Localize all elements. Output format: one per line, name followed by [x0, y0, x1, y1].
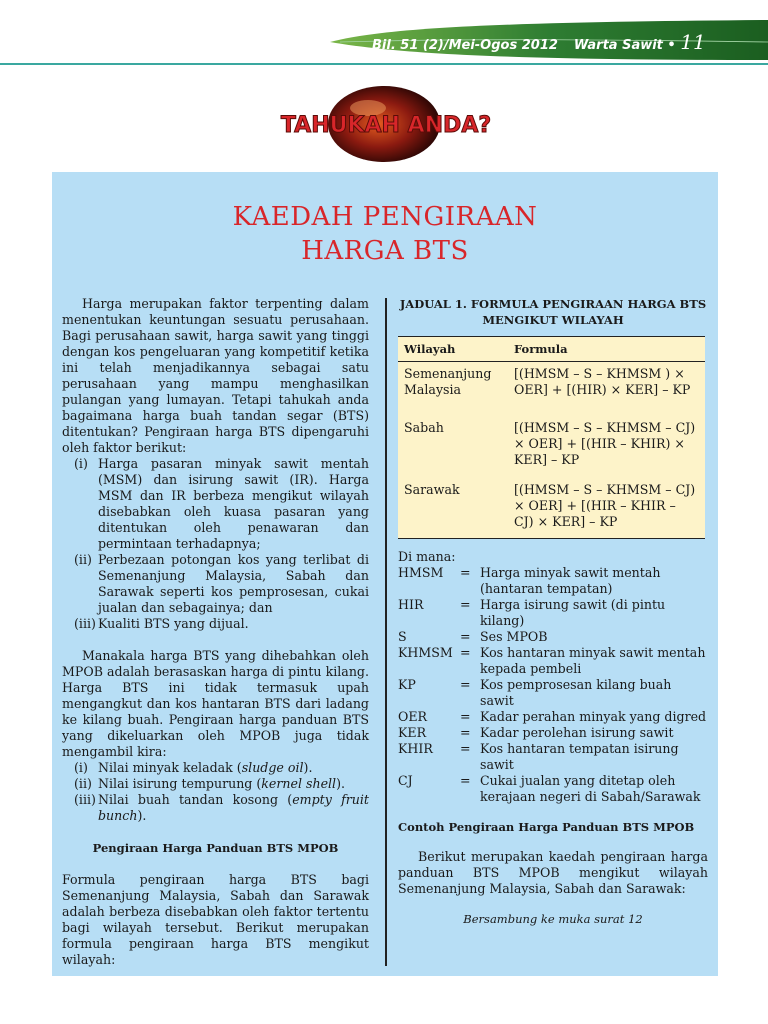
right-column: [398, 296, 708, 927]
definition-row: KHIR = Kos hantaran tempatan isirung sawit: [398, 741, 679, 772]
region-cell: Sabah: [404, 420, 444, 435]
table-header-formula: Formula: [508, 337, 705, 362]
factor-list: [62, 456, 369, 632]
formula-cell: [(HMSM – S – KHMSM – CJ) × OER] + [(HIR – KHIR) × KER] – KP: [514, 420, 696, 467]
mpob-paragraph: Manakala harga BTS yang dihebahkan oleh MPOB adalah berasaskan harga di pintu kilang. Harga BTS ini tidak termasuk upah mengangkut dan kos hantaran BTS dari ladang ke kilang buah. Pengiraan harga panduan BTS yang dikeluarkan oleh MPOB juga tidak mengambil kira:: [62, 648, 369, 759]
article-title: [52, 200, 718, 268]
list-number: (i): [74, 760, 88, 775]
list-text: Nilai buah tandan kosong (empty fruit bunch).: [98, 792, 369, 823]
page-number: 11: [680, 30, 706, 54]
definition-row: HMSM = Harga minyak sawit mentah (hantaran tempatan): [398, 565, 661, 596]
definition-row: OER = Kadar perahan minyak yang digred: [398, 709, 707, 724]
region-cell: Semenanjung Malaysia: [404, 366, 492, 397]
definition-row: CJ = Cukai jualan yang ditetap oleh kerajaan negeri di Sabah/Sarawak: [398, 773, 701, 804]
definition-row: KP = Kos pemprosesan kilang buah sawit: [398, 677, 672, 708]
table-header-region: Wilayah: [398, 337, 508, 362]
definition-row: KHMSM = Kos hantaran minyak sawit mentah kepada pembeli: [398, 645, 706, 676]
list-item: [62, 552, 369, 616]
list-item: [62, 760, 369, 776]
formula-cell: [(HMSM – S – KHMSM – CJ) × OER] + [(HIR – KHIR – CJ) × KER] – KP: [514, 482, 696, 529]
table-row: [398, 476, 705, 539]
title-line-1: KAEDAH PENGIRAAN: [232, 202, 538, 232]
definition-row: HIR = Harga isirung sawit (di pintu kilang): [398, 597, 666, 628]
list-text: Harga pasaran minyak sawit mentah (MSM) dan isirung sawit (IR). Harga MSM dan IR berbeza mengikut wilayah disebabkan oleh kuasa pasaran yang ditentukan oleh penawaran dan permintaan terhadapnya;: [98, 456, 369, 551]
list-number: (i): [74, 456, 88, 471]
tahukah-anda-logo: [280, 80, 492, 166]
list-item: [62, 792, 369, 824]
formula-table: [398, 336, 705, 539]
example-paragraph: Berikut merupakan kaedah pengiraan harga panduan BTS MPOB mengikut wilayah Semenanjung Malaysia, Sabah dan Sarawak:: [398, 849, 708, 896]
formula-paragraph: Formula pengiraan harga BTS bagi Semenanjung Malaysia, Sabah dan Sarawak adalah berbeza disebabkan oleh faktor tertentu bagi wilayah tersebut. Berikut merupakan formula pengiraan harga BTS mengikut wilayah:: [62, 872, 369, 967]
logo-text: TAHUKAH ANDA?: [280, 113, 492, 138]
list-item: [62, 776, 369, 792]
mpob-subheading: Pengiraan Harga Panduan BTS MPOB: [92, 841, 339, 855]
list-text: Nilai minyak keladak (sludge oil).: [98, 760, 313, 775]
formula-cell: [(HMSM – S – KHMSM ) × OER] + [(HIR) × KER] – KP: [514, 366, 691, 397]
intro-paragraph: Harga merupakan faktor terpenting dalam menentukan keuntungan sesuatu perusahaan. Bagi perusahaan sawit, harga sawit yang tinggi dengan kos pengeluaran yang kompetitif ketika ini telah menjadikannya sebagai satu perusahaan yang mampu menghasilkan pulangan yang lumayan. Tetapi tahukah anda bagaimana harga buah tandan segar (BTS) ditentukan? Pengiraan harga BTS dipengaruhi oleh faktor berikut:: [62, 296, 369, 455]
definitions: [398, 549, 708, 805]
header-rule: [0, 63, 768, 65]
list-text: Perbezaan potongan kos yang terlibat di Semenanjung Malaysia, Sabah dan Sarawak seperti kos pemprosesan, cukai jualan dan sebagainya; dan: [98, 552, 369, 615]
list-item: [62, 616, 369, 632]
table-row: [398, 362, 705, 407]
example-heading: Contoh Pengiraan Harga Panduan BTS MPOB: [398, 820, 695, 834]
table-title: JADUAL 1. FORMULA PENGIRAAN HARGA BTS MENGIKUT WILAYAH: [399, 297, 707, 327]
definitions-intro: Di mana:: [398, 549, 456, 564]
definition-row: S = Ses MPOB: [398, 629, 548, 644]
list-text: Nilai isirung tempurung (kernel shell).: [98, 776, 346, 791]
list-number: (ii): [74, 776, 92, 791]
list-number: (ii): [74, 552, 92, 567]
region-cell: Sarawak: [404, 482, 460, 497]
table-row: [398, 406, 705, 476]
header-text: [372, 30, 706, 54]
list-number: (iii): [74, 792, 96, 807]
exclusion-list: [62, 760, 369, 824]
column-divider: [385, 298, 387, 966]
continued-note: Bersambung ke muka surat 12: [463, 912, 643, 926]
list-item: [62, 456, 369, 552]
left-column: [62, 296, 369, 968]
definition-row: KER = Kadar perolehan isirung sawit: [398, 725, 674, 740]
list-number: (iii): [74, 616, 96, 631]
title-line-2: HARGA BTS: [301, 236, 469, 266]
magazine-name: Warta Sawit •: [573, 38, 676, 53]
list-text: Kualiti BTS yang dijual.: [98, 616, 249, 631]
issue-label: Bil. 51 (2)/Mei-Ogos 2012: [372, 38, 558, 53]
